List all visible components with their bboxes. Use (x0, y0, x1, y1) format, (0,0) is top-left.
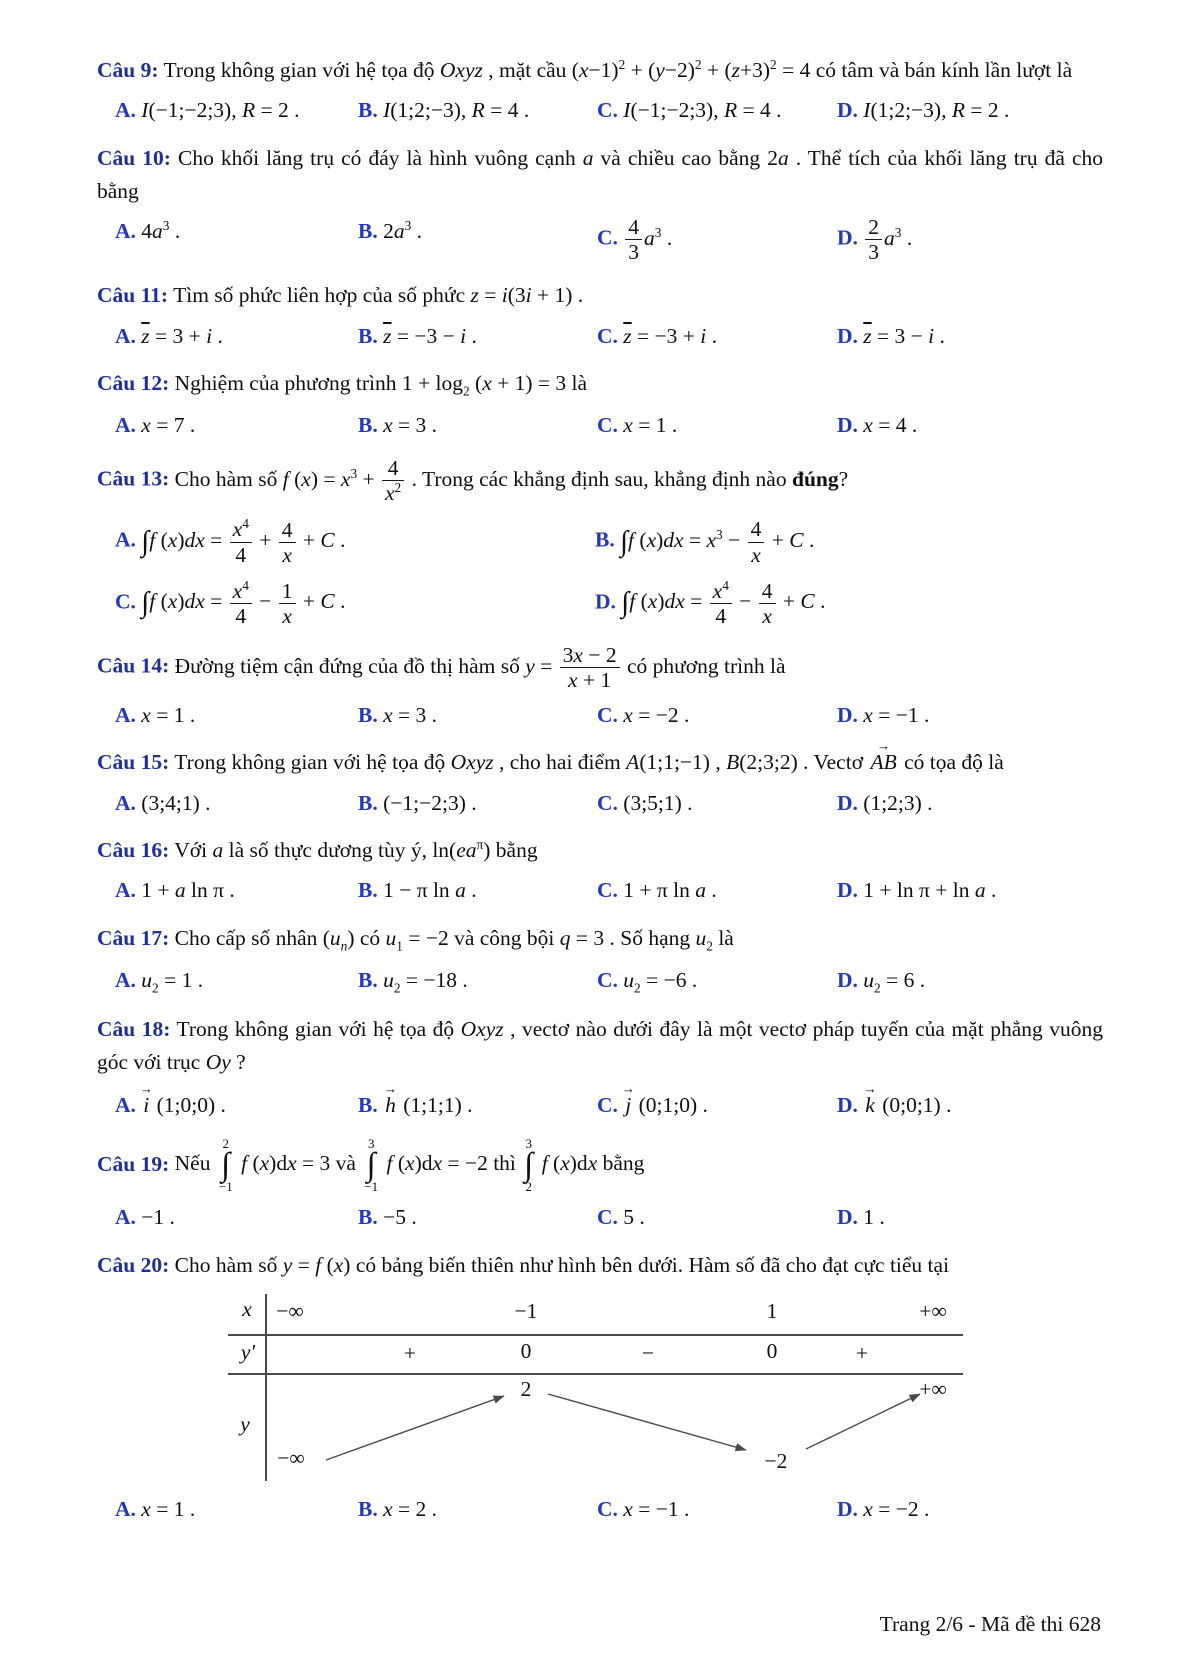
option-label: B. (358, 790, 378, 815)
option-content: (3;5;1) . (623, 790, 693, 815)
bbt-arrow-down (548, 1394, 746, 1450)
option-content: 5 . (623, 1205, 645, 1230)
option-label: B. (358, 703, 378, 728)
question-9-option-b (358, 94, 597, 126)
question-20-option-c (597, 1493, 837, 1525)
question-11-option-c (597, 320, 837, 352)
bbt-yprime-sign: + (403, 1340, 417, 1365)
bbt-y-label: y (240, 1411, 250, 1436)
question-15-options (115, 787, 1103, 819)
option-label: D. (837, 790, 858, 815)
question-16-text (97, 834, 1103, 867)
option-label: B. (358, 878, 378, 903)
question-9-body: Trong không gian với hệ tọa độ Oxyz , mặt cầu $(x-1)^2 + (y-2)^2 + (z+3)^2 = 4$ có tâm và bán kính lần lượt là (163, 56, 1073, 82)
bbt-arrows-svg (228, 1294, 963, 1486)
option-label: C. (597, 790, 618, 815)
option-label: A. (115, 703, 136, 728)
option-label: D. (837, 323, 858, 348)
option-content: 1 − π ln a . (383, 878, 477, 903)
option-label: C. (597, 225, 618, 250)
question-12-option-d (837, 409, 1103, 441)
option-content: ∫f (x)dx = $\frac{x^4}{4}$ − $\frac{4}{x}$ + C . (621, 577, 826, 628)
question-19-options (115, 1201, 1103, 1233)
question-13-body: Cho hàm số f $(x) = x^3$ + $\frac{4}{x^2}$ . Trong các khẳng định sau, khẳng định nào đúng? (174, 456, 849, 506)
question-10-option-c (597, 215, 837, 264)
option-content: x = −2 . (863, 1496, 930, 1521)
option-label: D. (837, 225, 858, 250)
option-label: D. (595, 589, 616, 614)
question-12 (97, 367, 1103, 441)
option-label: B. (358, 219, 378, 244)
option-content: 1 + ln π + ln a . (863, 878, 997, 903)
question-15 (97, 746, 1103, 819)
option-content: j → (0;1;0) . (623, 1093, 708, 1117)
question-15-option-d (837, 787, 1103, 819)
option-label: C. (597, 1496, 618, 1521)
bbt-yprime-sign: 0 (520, 1338, 532, 1363)
option-content: 1 + π ln a . (623, 878, 717, 903)
question-19-label: Câu 19: (97, 1151, 170, 1176)
question-14-option-c (597, 699, 837, 731)
question-16-body: Với a là số thực dương tùy ý, $\ln(ea^\pi)$ bằng (174, 836, 538, 863)
bbt-y-end: +∞ (919, 1376, 947, 1401)
option-content: −5 . (383, 1205, 417, 1230)
question-11-body: Tìm số phức liên hợp của số phức z = i(3i + 1) . (173, 283, 584, 308)
question-9-options (115, 94, 1103, 126)
question-9-option-d (837, 94, 1103, 126)
option-label: D. (837, 98, 858, 123)
option-label: C. (597, 323, 618, 348)
bbt-y-max: 2 (520, 1376, 532, 1401)
question-11-text (97, 279, 1103, 312)
option-content: (3;4;1) . (141, 790, 211, 815)
option-content: $u_2 = 6$ . (863, 967, 926, 995)
bbt-hline-1 (228, 1334, 963, 1336)
question-14-option-d (837, 699, 1103, 731)
bbt-hline-2 (228, 1373, 963, 1375)
bbt-x-value: −∞ (276, 1298, 304, 1323)
question-14-option-b (358, 699, 597, 731)
question-19-option-a (115, 1201, 358, 1233)
bbt-yprime-sign: 0 (766, 1338, 778, 1363)
question-19-body: Nếu 2 ∫ −1 f (x)dx = 3 và 3 ∫ −1 f (x)dx = −2 thì 3 ∫ 2 f (x)dx bằng (174, 1135, 645, 1195)
option-label: A. (115, 967, 136, 992)
question-20-body: Cho hàm số y = f (x) có bảng biến thiên như hình bên dưới. Hàm số đã cho đạt cực tiểu tại (174, 1252, 950, 1277)
question-20-option-a (115, 1493, 358, 1525)
question-13-option-d (595, 579, 1103, 628)
option-content: (−1;−2;3) . (383, 790, 477, 815)
option-content: k → (0;0;1) . (863, 1093, 951, 1117)
option-content: 1 + a ln π . (141, 878, 235, 903)
question-14-option-a (115, 699, 358, 731)
option-content: i → (1;0;0) . (141, 1093, 226, 1117)
question-13-option-a (115, 517, 595, 566)
variation-table (228, 1294, 963, 1486)
question-10-text (97, 142, 1103, 209)
question-16-label: Câu 16: (97, 838, 170, 863)
option-label: B. (358, 323, 378, 348)
option-label: C. (115, 589, 136, 614)
option-label: C. (597, 412, 618, 437)
question-10-body: Cho khối lăng trụ có đáy là hình vuông cạnh a và chiều cao bằng 2a . Thể tích của khối lăng trụ đã cho bằng (97, 145, 1104, 203)
question-17-options (115, 964, 1103, 998)
question-16-option-c (597, 874, 837, 906)
option-content: I(1;2;−3), R = 4 . (383, 98, 530, 123)
question-18 (97, 1013, 1103, 1122)
option-content: $u_2 = -18$ . (383, 967, 468, 995)
question-12-text (97, 367, 1103, 402)
question-18-body: Trong không gian với hệ tọa độ Oxyz , vectơ nào dưới đây là một vectơ pháp tuyến của mặt phẳng vuông góc với trục Oy ? (97, 1016, 1103, 1075)
option-label: A. (115, 790, 136, 815)
question-13-label: Câu 13: (97, 466, 170, 491)
option-content: $\overline{z} = -3 - i$ . (383, 323, 477, 348)
option-label: B. (595, 527, 615, 552)
question-16-option-d (837, 874, 1103, 906)
option-label: C. (597, 1093, 618, 1118)
question-17-body: Cho cấp số nhân $(u_n)$ có $u_1 = -2$ và công bội q = 3 . Số hạng $u_2$ là (174, 925, 734, 953)
question-11-option-d (837, 320, 1103, 352)
question-13 (97, 456, 1103, 628)
bbt-x-value: −1 (514, 1298, 538, 1323)
option-content: $4a^3$ . (141, 218, 181, 244)
bbt-arrow-up-1 (326, 1396, 504, 1460)
question-11-label: Câu 11: (97, 283, 169, 308)
question-20-options (115, 1493, 1103, 1525)
option-content: $\overline{z} = 3 - i$ . (863, 323, 945, 348)
option-content: x = 1 . (141, 1496, 196, 1521)
option-content: h → (1;1;1) . (383, 1093, 472, 1117)
bbt-y-start: −∞ (277, 1445, 305, 1470)
bbt-yprime-sign: − (641, 1340, 655, 1365)
option-content: (1;2;3) . (863, 790, 933, 815)
option-label: C. (597, 98, 618, 123)
question-10-option-b (358, 215, 597, 247)
question-12-option-a (115, 409, 358, 441)
option-content: x = 3 . (383, 412, 438, 437)
question-14-body: Đường tiệm cận đứng của đồ thị hàm số y = $\frac{3x - 2}{x + 1}$ có phương trình là (174, 643, 786, 693)
question-11-option-b (358, 320, 597, 352)
option-label: D. (837, 967, 858, 992)
question-9-option-a (115, 94, 358, 126)
question-9-label: Câu 9: (97, 58, 159, 82)
question-18-options (115, 1089, 1103, 1121)
option-content: $\overline{z} = -3 + i$ . (623, 323, 718, 348)
option-content: I(−1;−2;3), R = 4 . (623, 98, 782, 123)
option-content: x = 7 . (141, 412, 196, 437)
option-content: x = −1 . (623, 1496, 690, 1521)
question-10-option-d (837, 215, 1103, 264)
option-label: A. (115, 1093, 136, 1118)
option-label: C. (597, 1205, 618, 1230)
question-18-label: Câu 18: (97, 1016, 171, 1041)
option-label: B. (358, 412, 378, 437)
option-content: ∫f (x)dx = $\frac{x^4}{4}$ − $\frac{1}{x}$ + C . (141, 577, 346, 628)
question-18-text (97, 1013, 1103, 1080)
option-content: $\overline{z} = 3 + i$ . (141, 323, 223, 348)
option-content: $u_2 = -6$ . (623, 967, 698, 995)
question-19-option-d (837, 1201, 1103, 1233)
question-15-label: Câu 15: (97, 750, 170, 775)
question-12-option-c (597, 409, 837, 441)
option-content: $\frac{2}{3}$ $a^3$ . (863, 226, 912, 250)
question-10-options (115, 215, 1103, 264)
question-12-label: Câu 12: (97, 370, 170, 395)
option-content: $u_2 = 1$ . (141, 967, 204, 995)
option-label: B. (358, 1093, 378, 1118)
question-17 (97, 922, 1103, 998)
question-9 (97, 54, 1103, 127)
question-19-option-c (597, 1201, 837, 1233)
option-content: x = 3 . (383, 703, 438, 728)
option-label: D. (837, 878, 858, 903)
question-10 (97, 142, 1103, 265)
question-17-option-c (597, 964, 837, 998)
option-label: A. (115, 219, 136, 244)
bbt-x-label: x (242, 1296, 252, 1321)
option-label: A. (115, 412, 136, 437)
option-label: A. (115, 323, 136, 348)
option-label: B. (358, 1205, 378, 1230)
option-content: x = 1 . (141, 703, 196, 728)
question-17-option-b (358, 964, 597, 998)
question-20-option-d (837, 1493, 1103, 1525)
question-17-label: Câu 17: (97, 925, 170, 950)
option-label: A. (115, 1205, 136, 1230)
question-20-text (97, 1249, 1103, 1282)
option-content: I(1;2;−3), R = 2 . (863, 98, 1010, 123)
question-16-options (115, 874, 1103, 906)
question-11-option-a (115, 320, 358, 352)
bbt-arrow-up-2 (806, 1394, 920, 1449)
page-footer: Trang 2/6 - Mã đề thi 628 (879, 1612, 1101, 1636)
bbt-x-value: +∞ (919, 1298, 947, 1323)
question-17-text (97, 922, 1103, 957)
question-12-option-b (358, 409, 597, 441)
bbt-yprime-sign: + (855, 1340, 869, 1365)
option-content: x = 4 . (863, 412, 918, 437)
bbt-y-min: −2 (764, 1448, 788, 1473)
question-16-option-a (115, 874, 358, 906)
option-content: 1 . (863, 1205, 885, 1230)
question-19-option-b (358, 1201, 597, 1233)
question-10-option-a (115, 215, 358, 247)
question-12-body: Nghiệm của phương trình $1 + \log_2 (x + 1) = 3$ là (174, 370, 588, 399)
question-13-options-row-2 (115, 579, 1103, 628)
question-11 (97, 279, 1103, 352)
option-label: C. (597, 967, 618, 992)
bbt-yprime-label: y′ (240, 1339, 256, 1364)
option-label: B. (358, 98, 378, 123)
option-content: ∫f $(x)dx = x^3$ − $\frac{4}{x}$ + C . (620, 517, 815, 567)
option-label: C. (597, 878, 618, 903)
question-13-option-b (595, 517, 1103, 566)
question-20 (97, 1249, 1103, 1526)
option-label: C. (597, 703, 618, 728)
option-content: $\frac{4}{3}$ $a^3$ . (623, 226, 672, 250)
option-content: ∫f (x)dx = $\frac{x^4}{4}$ + $\frac{4}{x}$ + C . (141, 516, 346, 567)
option-label: A. (115, 528, 136, 553)
option-label: B. (358, 967, 378, 992)
question-14-text (97, 643, 1103, 692)
question-15-option-b (358, 787, 597, 819)
question-16-option-b (358, 874, 597, 906)
question-15-body: Trong không gian với hệ tọa độ Oxyz , cho hai điểm A(1;1;−1) , B(2;3;2) . Vectơ AB → có tọa độ là (174, 750, 1004, 774)
question-14-options (115, 699, 1103, 731)
question-15-option-a (115, 787, 358, 819)
option-label: B. (358, 1496, 378, 1521)
question-19 (97, 1137, 1103, 1234)
bbt-x-value: 1 (766, 1298, 778, 1323)
option-content: x = 1 . (623, 412, 678, 437)
option-label: D. (837, 1205, 858, 1230)
question-12-options (115, 409, 1103, 441)
option-label: A. (115, 1496, 136, 1521)
option-content: $2a^3$ . (383, 218, 423, 244)
question-14 (97, 643, 1103, 731)
option-content: x = −1 . (863, 703, 930, 728)
question-9-text (97, 54, 1103, 87)
option-label: D. (837, 412, 858, 437)
question-20-label: Câu 20: (97, 1252, 170, 1277)
option-label: A. (115, 98, 136, 123)
question-18-option-a (115, 1089, 358, 1121)
question-18-option-d (837, 1089, 1103, 1121)
option-content: x = −2 . (623, 703, 690, 728)
option-content: −1 . (141, 1205, 175, 1230)
question-15-text (97, 746, 1103, 779)
question-17-option-d (837, 964, 1103, 998)
option-content: I(−1;−2;3), R = 2 . (141, 98, 300, 123)
question-14-label: Câu 14: (97, 653, 170, 678)
question-19-text (97, 1137, 1103, 1195)
question-18-option-b (358, 1089, 597, 1121)
question-13-option-c (115, 579, 595, 628)
option-label: A. (115, 878, 136, 903)
question-13-options-row-1 (115, 517, 1103, 566)
question-9-option-c (597, 94, 837, 126)
question-17-option-a (115, 964, 358, 998)
question-20-option-b (358, 1493, 597, 1525)
question-18-option-c (597, 1089, 837, 1121)
option-label: D. (837, 1496, 858, 1521)
option-label: D. (837, 703, 858, 728)
question-11-options (115, 320, 1103, 352)
question-16 (97, 834, 1103, 907)
option-label: D. (837, 1093, 858, 1118)
question-13-text (97, 456, 1103, 505)
option-content: x = 2 . (383, 1496, 438, 1521)
bbt-vline (265, 1294, 267, 1481)
question-10-label: Câu 10: (97, 145, 171, 170)
question-15-option-c (597, 787, 837, 819)
